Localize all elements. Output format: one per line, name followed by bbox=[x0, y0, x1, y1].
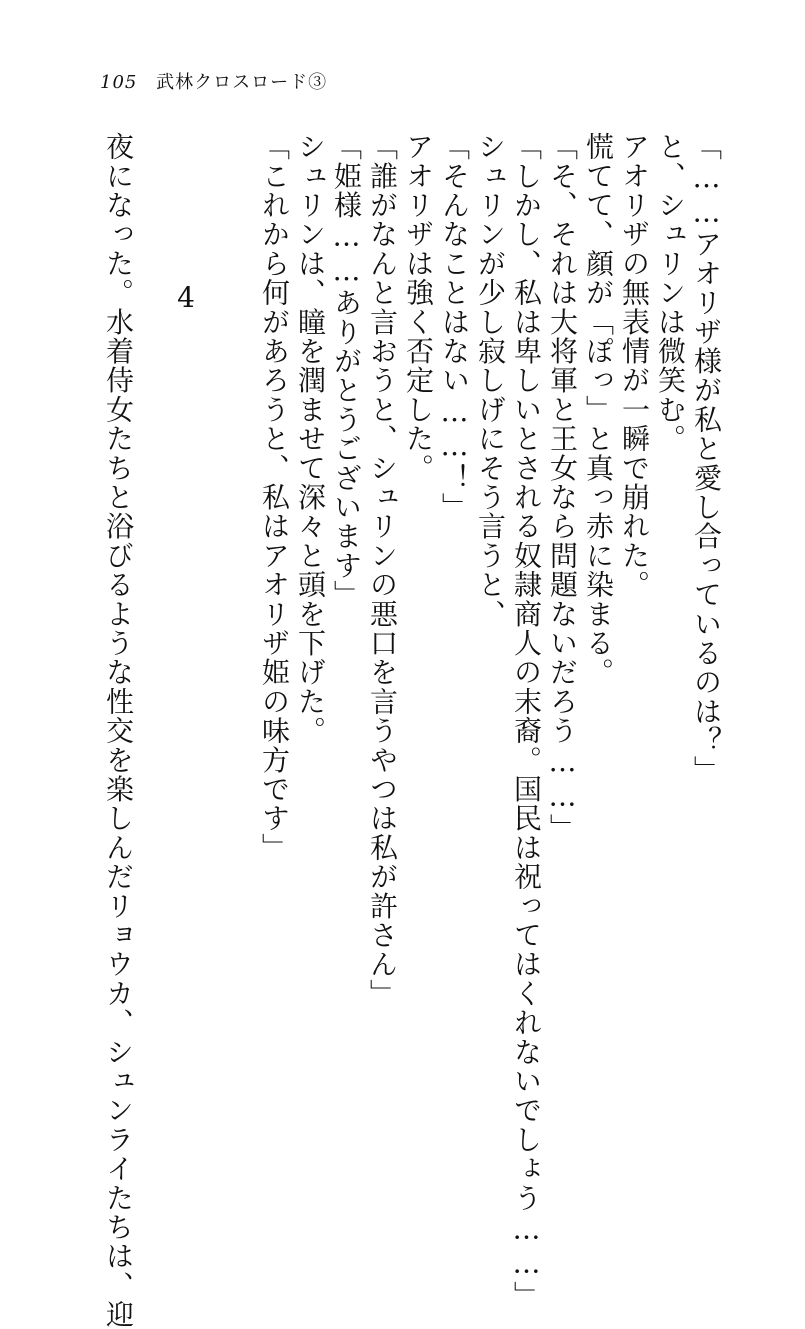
book-title: 武林クロスロード③ bbox=[156, 72, 328, 93]
text-line: 夜になった。水着侍女たちと浴びるような性交を楽しんだリョウカ、シュンライたちは、迎 bbox=[102, 132, 135, 1329]
text-line: シュリンが少し寂しげにそう言うと、 bbox=[474, 132, 507, 629]
text-line: アオリザの無表情が一瞬で崩れた。 bbox=[618, 132, 651, 600]
text-line: シュリンは、瞳を潤ませて深々と頭を下げた。 bbox=[294, 132, 327, 746]
text-line: 「しかし、私は卑しいとされる奴隷商人の末裔。国民は祝ってはくれないでしょう……」 bbox=[510, 132, 543, 1310]
section-number: 4 bbox=[177, 281, 195, 314]
text-line: と、シュリンは微笑む。 bbox=[654, 132, 687, 454]
running-header bbox=[100, 68, 327, 94]
text-line: 「姫様……ありがとうございます」 bbox=[330, 132, 363, 610]
text-line: 「そんなことはない……！」 bbox=[438, 132, 471, 522]
text-line: 「……アオリザ様が私と愛し合っているのは？」 bbox=[690, 132, 723, 785]
page-number: 105 bbox=[100, 72, 138, 93]
text-line: 「そ、それは大将軍と王女なら問題ないだろう……」 bbox=[546, 132, 579, 843]
text-line: 慌てて、顔が「ぽっ」と真っ赤に染まる。 bbox=[582, 132, 615, 687]
text-line: 「誰がなんと言おうと、シュリンの悪口を言うやつは私が許さん」 bbox=[366, 132, 399, 1008]
text-line: アオリザは強く否定した。 bbox=[402, 132, 435, 483]
text-line: 「これから何があろうと、私はアオリザ姫の味方です」 bbox=[258, 132, 291, 862]
